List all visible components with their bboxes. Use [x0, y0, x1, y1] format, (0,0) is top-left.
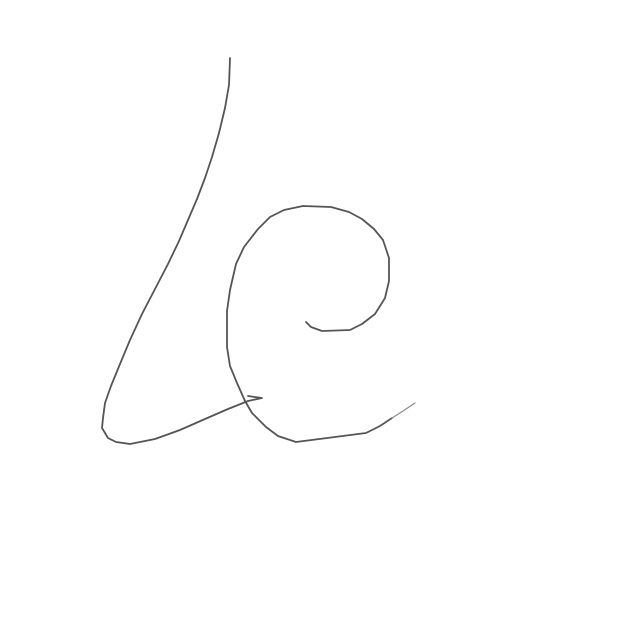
- handwritten-e-stroke: [227, 206, 392, 442]
- handwritten-e-tail: [392, 403, 415, 418]
